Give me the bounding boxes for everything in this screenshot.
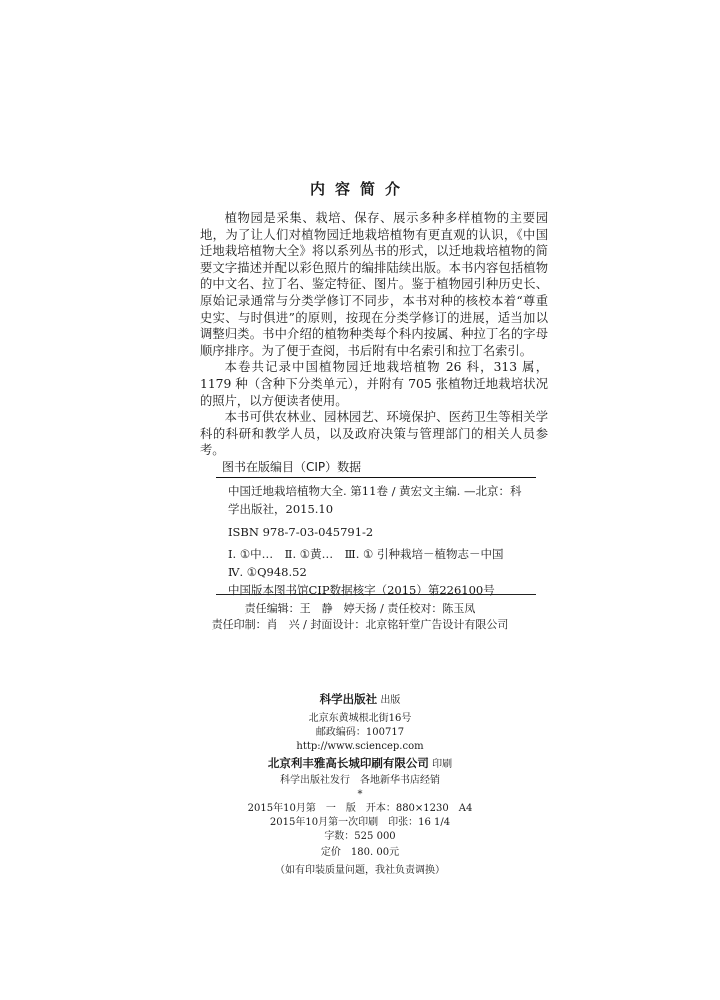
cip-isbn: ISBN 978-7-03-045791-2 — [228, 524, 374, 539]
cip-title-line: 中国迁地栽培植物大全. 第11卷 / 黄宏文主编. —北京：科学出版社，2015.10 — [228, 484, 522, 516]
edition-line: 2015年10月第 一 版 开本：880×1230 A4 — [247, 803, 473, 814]
printer-suffix: 印刷 — [432, 759, 453, 770]
summary-text — [200, 210, 548, 459]
cip-number: 中国版本图书馆CIP数据核字（2015）第226100号 — [228, 582, 495, 597]
cip-top-rule — [216, 477, 536, 478]
separator-star: * — [357, 789, 363, 800]
publisher-url: http://www.sciencep.com — [296, 741, 424, 752]
summary-paragraph-2: 本卷共记录中国植物园迁地栽培植物 26 科，313 属，1179 种（含种下分类单元），并附有 705 张植物迁地栽培状况的照片，以方便读者使用。 — [200, 360, 548, 408]
cip-classification-1: Ⅰ. ①中… Ⅱ. ①黄… Ⅲ. ① 引种栽培－植物志－中国 — [228, 547, 504, 562]
summary-paragraph-1: 植物园是采集、栽培、保存、展示多种多样植物的主要园地，为了让人们对植物园迁地栽培植物有更直观的认识，《中国迁地栽培植物大全》将以系列丛书的形式，以迁地栽培植物的简要文字描述并配以彩色照片的编排陆续出版。本书内容包括植物的中文名、拉丁名、鉴定特征、图片。鉴于植物园引种历史长、原始记录通常与分类学修订不同步，本书对种的核校本着“尊重史实、与时俱进”的原则，按现在分类学修订的进展，适当加以调整归类。书中介绍的植物种类每个科内按属、种拉丁名的字母顺序排序。为了便于查阅，书后附有中名索引和拉丁名索引。 — [200, 211, 548, 358]
price: 定价 180. 00元 — [320, 847, 400, 858]
quality-notice: （如有印装质量问题，我社负责调换） — [275, 865, 445, 876]
printer-line — [0, 756, 720, 772]
publisher-suffix: 出版 — [380, 695, 401, 706]
publisher-address: 北京东黄城根北街16号 — [308, 713, 412, 724]
publisher-postcode: 邮政编码：100717 — [315, 727, 405, 738]
distribution-line: 科学出版社发行 各地新华书店经销 — [280, 775, 440, 786]
cip-classification-2: Ⅳ. ①Q948.52 — [228, 565, 307, 580]
cip-bottom-rule — [216, 594, 536, 595]
printing-line: 2015年10月第一次印刷 印张：16 1/4 — [269, 817, 451, 828]
word-count: 字数：525 000 — [324, 831, 396, 842]
credits-line-1: 责任编辑：王 静 婷天扬 / 责任校对：陈玉凤 — [244, 602, 476, 615]
cip-heading: 图书在版编目（CIP）数据 — [222, 460, 362, 474]
summary-paragraph-3: 本书可供农林业、园林园艺、环境保护、医药卫生等相关学科的科研和教学人员，以及政府决策与管理部门的相关人员参考。 — [200, 410, 548, 458]
publisher-line — [0, 692, 720, 708]
printer-name: 北京利丰雅高长城印刷有限公司 — [267, 756, 429, 770]
credits-line-2: 责任印制：肖 兴 / 封面设计：北京铭轩堂广告设计有限公司 — [211, 618, 509, 631]
publisher-name: 科学出版社 — [319, 692, 378, 706]
cip-data — [228, 483, 528, 600]
summary-title: 内容简介 — [309, 180, 410, 198]
